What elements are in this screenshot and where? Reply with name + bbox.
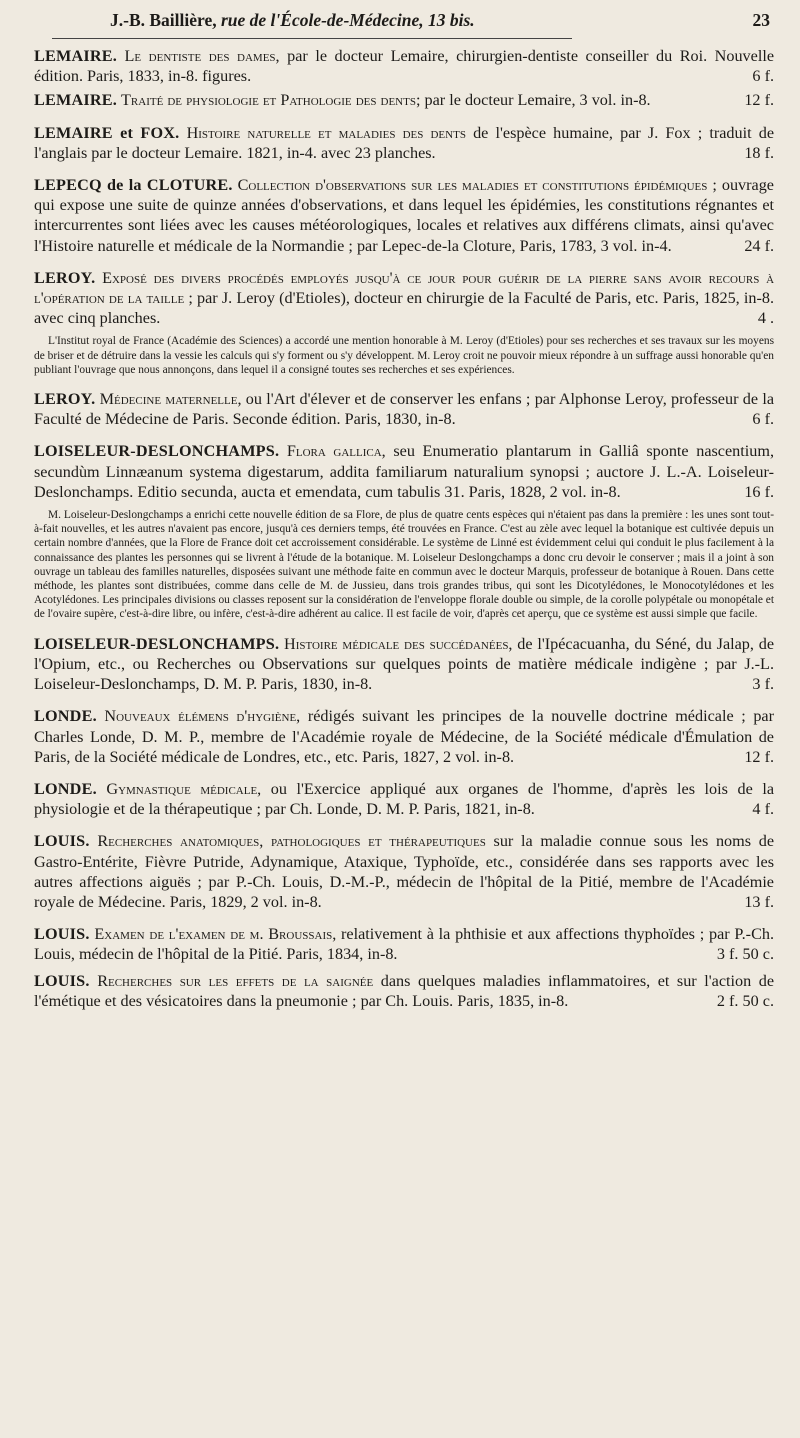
entry-price: 13 f. — [744, 892, 774, 911]
entry-title: Recherches sur les effets de la saignée — [97, 971, 374, 990]
entry-description: dans quelques maladies inflammatoires, et sur l'action de l'émétique et des vésicatoires dans la pneumonie ; par Ch. Louis. Paris, 1835, in-8. — [34, 971, 775, 1010]
catalogue-entry — [34, 123, 774, 163]
catalogue-entry — [34, 46, 774, 86]
entry-price: 12 f. — [744, 747, 774, 766]
entry-description: seu Enumeratio plantarum in Galliâ sponte nascentium, secundùm Linnæanum systema digestarum, addita familiarum naturalium synopsi ; auctore J. L.-A. Loiseleur-Deslonchamps. Editio secunda, aucta et emendata, cum tabulis 31. Paris, 1828, 2 vol. in-8. — [34, 442, 774, 501]
entry-title: Gymnastique médicale, — [106, 779, 262, 798]
entry-note: L'Institut royal de France (Académie des Sciences) a accordé une mention honorable à M. Leroy (d'Etioles) pour ses recherches et ses travaux sur les moyens de briser et de détruire dans la vessie les calculs qui s'y forment ou s'y développent. M. Leroy croit ne pouvoir mieux répondre à un suffrage aussi honorable qu'en publiant l'ouvrage que nous annonçons, dans lequel il a consigné toutes ses recherches et ses expériences. — [34, 335, 774, 376]
entry-description: ou l'Art d'élever et de conserver les enfans ; par Alphonse Leroy, professeur de la Faculté de Médecine de Paris. Seconde édition. Paris, 1830, in-8. — [34, 390, 775, 429]
entry-text — [34, 268, 774, 329]
entry-price: 18 f. — [744, 143, 774, 162]
entry-author: LEMAIRE. — [34, 91, 117, 110]
entry-text — [34, 924, 774, 964]
entry-description: par J. Leroy (d'Etioles), docteur en chirurgie de la Faculté de Paris, etc. Paris, 1825, in-8. avec cinq planches. — [34, 289, 775, 328]
page-number: 23 — [752, 10, 770, 30]
entry-author: LONDE. — [34, 707, 97, 726]
catalogue-entry — [34, 831, 774, 912]
entry-title: Flora gallica, — [286, 442, 386, 461]
entry-author: LOUIS. — [34, 925, 90, 944]
entry-title: Nouveaux élémens d'hygiène, — [104, 707, 301, 726]
entry-price: 2 f. 50 c. — [716, 991, 774, 1010]
entry-price: 4 . — [757, 309, 774, 328]
entry-title: Traité de physiologie et Pathologie des dents; — [121, 91, 421, 110]
entry-title: Médecine maternelle, — [99, 390, 242, 409]
entry-description: de l'Ipécacuanha, du Séné, du Jalap, de l'Opium, etc., ou Recherches ou Observations sur quelques points de matière médicale indigène ; par J.-L. Loiseleur-Deslonchamps, D. M. P. Paris, 1830, in-8. — [34, 634, 775, 694]
catalogue-entry — [34, 389, 774, 429]
entry-text — [34, 441, 774, 502]
entry-author: LOISELEUR-DESLONCHAMPS. — [34, 634, 280, 653]
catalogue-entry — [34, 90, 774, 110]
entry-author: LEROY. — [34, 268, 96, 287]
entry-price: 4 f. — [752, 800, 774, 819]
entry-author: LOUIS. — [34, 971, 90, 990]
entry-price: 6 f. — [752, 410, 774, 429]
entry-author: LEMAIRE. — [34, 47, 117, 65]
catalogue-entry — [34, 175, 774, 256]
header-rule — [52, 38, 572, 39]
entry-price: 12 f. — [744, 91, 774, 110]
entry-text — [34, 706, 774, 767]
entry-description: relativement à la phthisie et aux affections thyphoïdes ; par P.-Ch. Louis, médecin de l'hôpital de la Pitié. Paris, 1834, in-8. — [34, 925, 775, 964]
entry-title: Recherches anatomiques, pathologiques et thérapeutiques — [97, 832, 486, 851]
entry-description: de l'espèce humaine, par J. Fox ; traduit de l'anglais par le docteur Lemaire. 1821, in-4. avec 23 planches. — [34, 123, 775, 162]
catalogue-entry — [34, 634, 774, 695]
entry-description: par le docteur Lemaire, 3 vol. in-8. — [424, 91, 651, 110]
entry-description: par le docteur Lemaire, chirurgien-dentiste conseiller du Roi. Nouvelle édition. Paris, 1833, in-8. figures. — [34, 47, 775, 86]
entry-description: ou l'Exercice appliqué aux organes de l'homme, d'après les lois de la physiologie et de la thérapeutique ; par Ch. Londe, D. M. P. Paris, 1821, in-8. — [34, 779, 775, 819]
entry-title: Exposé des divers procédés employés jusqu'à ce jour pour guérir de la pierre sans avoir recours à l'opération de la taille ; — [34, 268, 775, 308]
entry-price: 3 f. 50 c. — [716, 945, 774, 964]
entry-price: 16 f. — [744, 482, 774, 501]
entry-text — [34, 175, 774, 256]
entry-title: Le dentiste des dames, — [124, 47, 280, 65]
entry-author: LOISELEUR-DESLONCHAMPS. — [34, 442, 280, 461]
entry-text — [34, 123, 774, 163]
entry-note: M. Loiseleur-Deslongchamps a enrichi cette nouvelle édition de sa Flore, de plus de quatre cents espèces qui n'étaient pas dans la première : les unes sont tout-à-fait nouvelles, et les autres n'avaient pas encore, jusqu'à ces derniers temps, été trouvées en France. C'est au zèle avec lequel la botanique est cultivée depuis un certain nombre d'années, que la Flore de France doit cet accroissement considérable. Le système de Linné est évidemment celui qui conduit le plus facilement à la connaissance des plantes les personnes qui se livrent à l'étude de la botanique. M. Loiseleur Deslongchamps a donc cru devoir le conserver ; mais il a joint à son ouvrage un tableau des familles naturelles, disposées suivant une méthode faite en commun avec le docteur Marquis, professeur de botanique à Rouen. Dans cette méthode, les plantes sont distribuées, comme dans celle de M. de Jussieu, dans trois grandes tribus, qui sont les Dicotylédones, le Monocotylédones et les Acotylédones. Les principales divisions ou classes reposent sur la considération de l'enveloppe florale double ou simple, de la corolle polypétale ou monopétale et de l'ovaire supère, c'est-à-dire libre, ou infère, c'est-à-dire adhérent au calice. Il est facile de voir, d'après cet aperçu, que ce système est aussi simple que facile. — [34, 509, 774, 621]
entry-text — [34, 389, 774, 429]
entry-price: 24 f. — [744, 236, 774, 255]
catalogue-entry — [34, 441, 774, 621]
publisher-address: rue de l'École-de-Médecine, 13 bis. — [220, 10, 475, 30]
entry-author: LEPECQ de la CLOTURE. — [34, 176, 233, 195]
catalogue-entry — [34, 268, 774, 377]
entry-text — [34, 46, 774, 86]
catalogue-entry — [34, 779, 774, 819]
entry-price: 6 f. — [752, 67, 774, 86]
entry-price: 3 f. — [752, 675, 774, 694]
catalogue-entry — [34, 924, 774, 964]
running-header — [52, 10, 770, 32]
entry-title: Histoire médicale des succédanées, — [284, 634, 513, 653]
entry-text — [34, 831, 774, 912]
entry-title: Collection d'observations sur les maladies et constitutions épidémiques ; — [237, 176, 717, 195]
entry-text — [34, 90, 774, 110]
entry-title: Histoire naturelle et maladies des dents — [186, 123, 466, 142]
publisher-line — [110, 10, 475, 31]
entry-author: LEROY. — [34, 390, 96, 409]
entry-text — [34, 779, 774, 819]
entry-author: LONDE. — [34, 779, 97, 798]
publisher-name: J.-B. Baillière, — [110, 10, 217, 30]
entry-description: rédigés suivant les principes de la nouvelle doctrine médicale ; par Charles Londe, D. M. P., membre de l'Académie royale de Médecine, de la Société médicale d'Émulation de Paris, de la Société médicale de Londres, etc., etc. Paris, 1827, 2 vol. in-8. — [34, 707, 775, 766]
entry-author: LOUIS. — [34, 832, 90, 851]
entry-text — [34, 634, 774, 695]
entry-description: sur la maladie connue sous les noms de Gastro-Entérite, Fièvre Putride, Adynamique, Ataxique, Typhoïde, etc., considérée dans ses rapports avec les autres affections aiguës ; par P.-Ch. Louis, D.-M.-P., médecin de l'hôpital de la Pitié, membre de l'Académie royale de Médecine. Paris, 1829, 2 vol. in-8. — [34, 832, 774, 911]
entry-description: ouvrage qui expose une suite de quinze années d'observations, et dans lequel les épidémies, les constitutions régnantes et intercurrentes sont liées avec les causes météorologiques, locales et relatives aux différens climats, ainsi qu'avec l'Histoire naturelle et médicale de la Normandie ; par Lepec-de-la Cloture, Paris, 1783, 3 vol. in-4. — [34, 176, 774, 255]
catalogue-entry — [34, 706, 774, 767]
entry-title: Examen de l'examen de m. Broussais, — [94, 925, 337, 944]
entry-text — [34, 971, 774, 1011]
catalogue-entry — [34, 971, 774, 1011]
catalogue-entries — [34, 42, 774, 1011]
entry-author: LEMAIRE et FOX. — [34, 123, 180, 142]
